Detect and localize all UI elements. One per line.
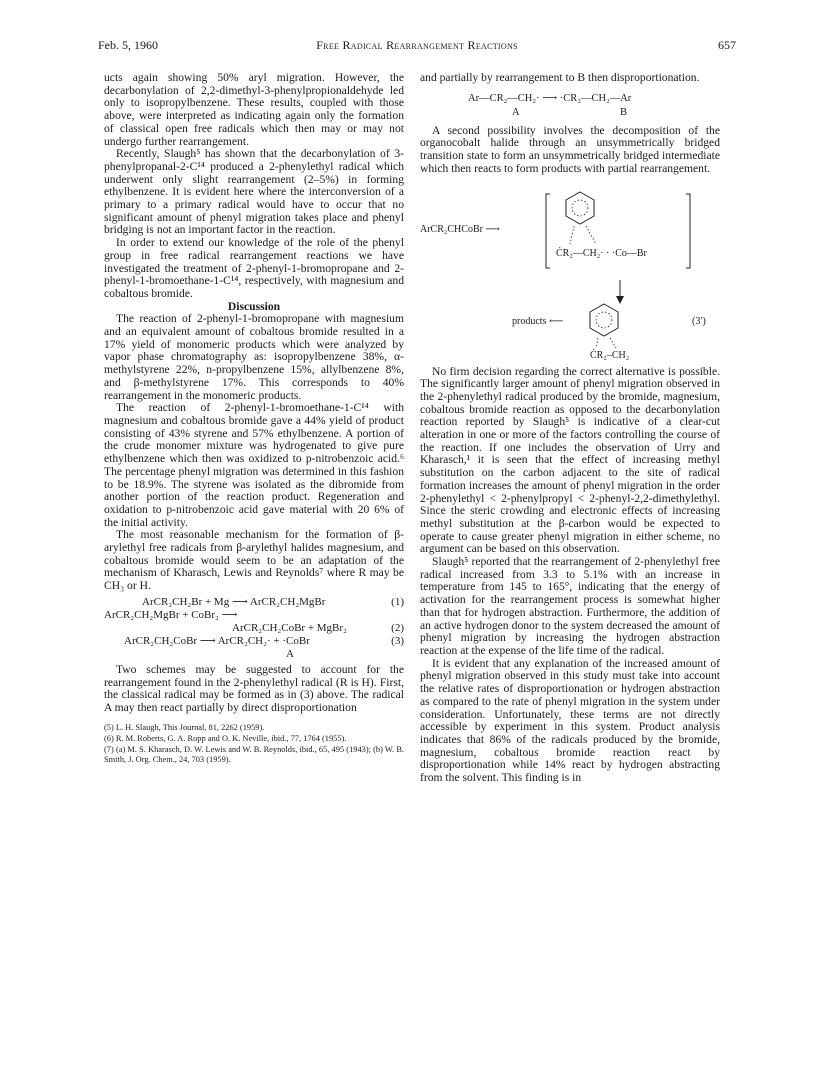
equation-2-right: ArCR₂CH₂CoBr + MgBr₂ <box>232 621 347 634</box>
paragraph: Recently, Slaugh⁵ has shown that the decarbonylation of 3-phenylpropanal-2-C¹⁴ produced a 2-phenylethyl radical which underwent only slight rearrangement (2–5%) in forming ethylbenzene. It is evident here where the interconversion of a primary to a primary radical would have to occur that no significant amount of phenyl migration takes place and phenyl bridging is not an important factor in the reaction. <box>104 147 404 237</box>
paragraph: The reaction of 2-phenyl-1-bromoethane-1-C¹⁴ with magnesium and cobaltous bromide gave a 44% yield of product consisting of 43% styrene and 57% ethylbenzene. A portion of the crude monomer mixture was hydrogenated to give pure ethylbenzene which then was oxidized to p-nitrobenzoic acid.⁶ The percentage phenyl migration was determined in this fashion to be 18.9%. The styrene was isolated as the dibromide from another portion of the reaction product. Regeneration and oxidation to p-nitrobenzoic acid gave material with 20 6% of the initial activity. <box>104 401 404 529</box>
header-date: Feb. 5, 1960 <box>98 38 158 52</box>
paragraph: In order to extend our knowledge of the role of the phenyl group in free radical rearrangement reactions we have investigated the treatment of 2-phenyl-1-bromopropane and 2-phenyl-1-bromoethane-1-C¹⁴, respectively, with magnesium and cobaltous bromide. <box>104 236 404 300</box>
equation-1: ArCR₂CH₂Br + Mg ⟶ ArCR₂CH₂MgBr <box>142 595 326 608</box>
equation-number: (1) <box>391 595 404 608</box>
diagram-bridged-state: ĊR₂—CH₂· · ·Co—Br <box>556 247 647 259</box>
footnote: (7) (a) M. S. Kharasch, D. W. Lewis and W. B. Reynolds, ibid., 65, 495 (1943); (b) W. B. Smith, J. Org. Chem., 24, 703 (1959). <box>104 744 404 764</box>
diagram-bridged-radical: ĊR₂–CH₂ <box>590 349 630 361</box>
section-heading: Discussion <box>227 299 281 313</box>
diagram-graphics <box>420 176 720 366</box>
page-number: 657 <box>718 38 736 52</box>
page-header <box>98 38 736 58</box>
scheme-equation: Ar—CR₂—CH₂· ⟶ ·CR₂—CH₂—Ar <box>468 92 632 104</box>
equation-number: (2) <box>391 621 404 634</box>
scheme-label-a: A <box>512 106 520 118</box>
equation-number: (3′) <box>692 315 706 327</box>
diagram-products: products ⟵ <box>512 315 564 327</box>
paragraph: Slaugh⁵ reported that the rearrangement of 2-phenylethyl free radical increased from 3.3 to 5.1% with an increase in temperature from 145 to 165°, indicating that the energy of activation for the rearrangement process is somewhat higher than that for hydrogen abstraction. Furthermore, the addition of an active hydrogen donor to the system decreased the amount of phenyl migration by increasing the hydrogen abstraction reaction at the expense of the life time of the radical. <box>420 555 720 657</box>
footnotes <box>104 723 404 765</box>
header-title: Free Radical Rearrangement Reactions <box>316 38 518 52</box>
paragraph: It is evident that any explanation of the increased amount of phenyl migration observed in this study must take into account the relative rates of disproportionation or hydrogen abstraction as compared to the rate of phenyl migration in the system under consideration. Unfortunately, these terms are not directly accessible by experiment in this system. Product analysis indicates that 86% of the radicals produced by the bromide, magnesium, cobaltous bromide reaction react by disproportionation while 14% react by hydrogen abstracting from the solvent. This finding is in <box>420 656 720 785</box>
bridged-mechanism-diagram <box>420 176 720 366</box>
equation-3-label: A <box>286 647 294 660</box>
footnote: (5) L. H. Slaugh, This Journal, 81, 2262 (1959). <box>104 722 265 732</box>
equation-2-left: ArCR₂CH₂MgBr + CoBr₂ ⟶ <box>104 608 238 621</box>
rearrangement-scheme <box>420 85 720 125</box>
equation-number: (3) <box>391 634 404 647</box>
paragraph: A second possibility involves the decomposition of the organocobalt halide through an unsymmetrically bridged transition state to form an unsymmetrically bridged intermediate which then reacts to form products with partial rearrangement. <box>420 123 720 175</box>
equation-3: ArCR₂CH₂CoBr ⟶ ArCR₂CH₂· + ·CoBr <box>124 634 310 647</box>
footnote: (6) R. M. Roberts, G. A. Ropp and O. K. Neville, ibid., 77, 1764 (1955). <box>104 733 347 743</box>
equations <box>104 596 404 661</box>
diagram-reactant: ArCR₂CHCoBr ⟶ <box>420 223 500 235</box>
right-column <box>420 72 720 785</box>
paragraph: The reaction of 2-phenyl-1-bromopropane with magnesium and an equivalent amount of cobaltous bromide resulted in a 17% yield of monomeric products which were analyzed by vapor phase chromatography as: isopropylbenzene 38%, α-methylstyrene 22%, n-propylbenzene 15%, allylbenzene 8%, and β-methylstyrene 17%. This corresponds to 40% rearrangement in the monomeric products. <box>104 312 404 402</box>
paragraph: and partially by rearrangement to B then disproportionation. <box>420 71 700 84</box>
scheme-label-b: B <box>620 106 628 118</box>
paragraph: No firm decision regarding the correct alternative is possible. The significantly larger amount of phenyl migration observed in the 2-phenylethyl radical produced by the bromide, magnesium, cobaltous bromide reaction as opposed to the decarbonylation reaction reported by Slaugh⁵ is indicative of a clear-cut alteration in one or more of the factors controlling the course of the reaction. If one includes the observation of Urry and Kharasch,¹ it is seen that the effect of increasing methyl substitution on the carbon adjacent to the site of radical formation increases the amount of phenyl migration in the order 2-phenylethyl < 2-phenylpropyl < 2-phenyl-2,2-dimethylethyl. Since the steric crowding and electronic effects of increasing methyl substitution at the β-carbon would be expected to operate to cause greater phenyl migration in either scheme, no argument can be based on this observation. <box>420 364 720 556</box>
paragraph: Two schemes may be suggested to account for the rearrangement found in the 2-phenylethyl radical (R is H). First, the classical radical may be formed as in (3) above. The radical A may then react partially by direct disproportionation <box>104 662 404 714</box>
paragraph: ucts again showing 50% aryl migration. However, the decarbonylation of 2,2-dimethyl-3-phenylpropionaldehyde led only to isopropylbenzene. These results, coupled with those above, were interpreted as indicating again only the formation of classical open free radicals which then may or may not undergo further rearrangement. <box>104 71 404 148</box>
left-column <box>104 72 404 766</box>
paragraph: The most reasonable mechanism for the formation of β-arylethyl free radicals from β-arylethyl halides magnesium, and cobaltous bromide would seem to be an adaptation of the mechanism of Kharasch, Lewis and Reynolds⁷ where R may be CH₃ or H. <box>104 528 404 593</box>
